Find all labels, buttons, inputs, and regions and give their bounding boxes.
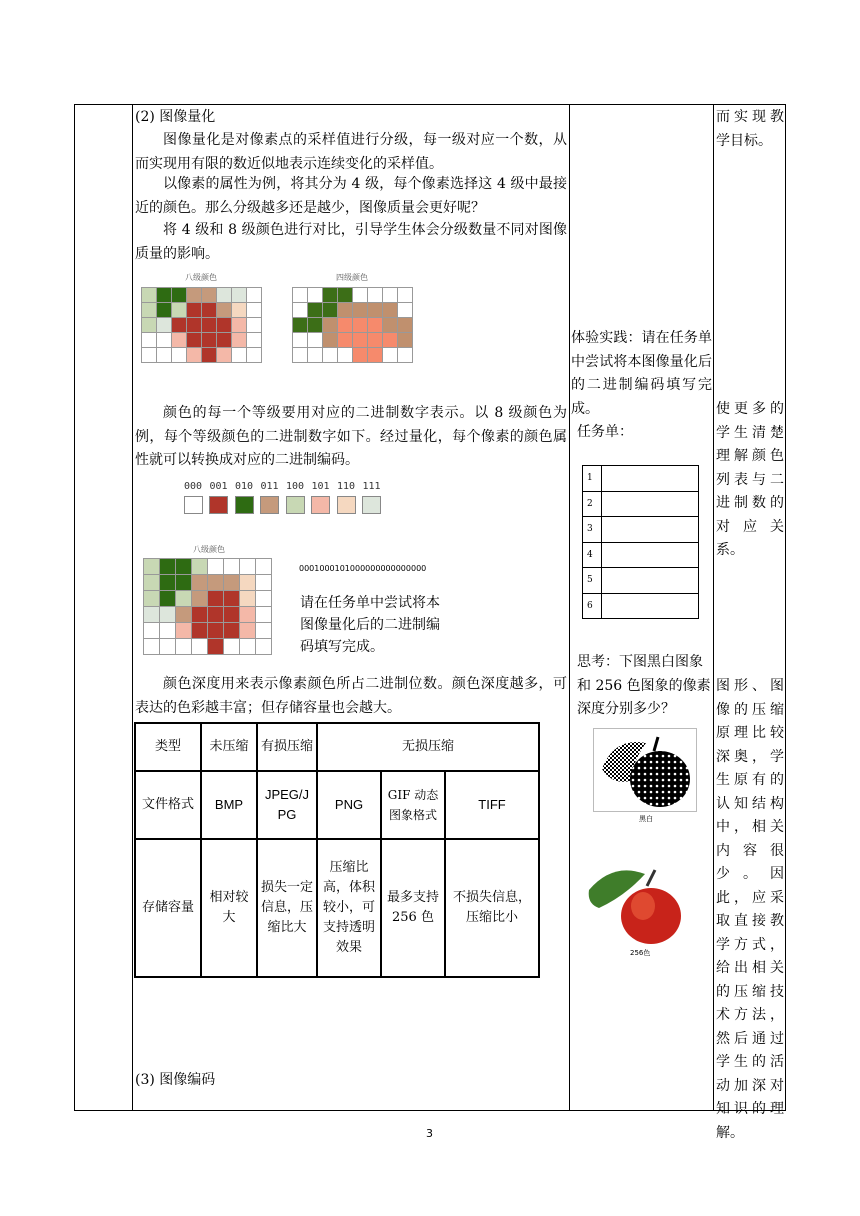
cell: PNG	[317, 771, 381, 839]
pixel-cell	[256, 607, 272, 623]
page-number: 3	[426, 1127, 433, 1140]
pixel-cell	[383, 303, 398, 318]
pixel-cell	[202, 303, 217, 318]
pixel-cell	[338, 303, 353, 318]
task-row-number: 5	[583, 568, 602, 594]
pixel-cell	[208, 639, 224, 655]
color-swatch	[311, 496, 330, 514]
pixel-cell	[202, 318, 217, 333]
color-code-label: 110	[336, 481, 356, 492]
grid-title-8: 八级颜色	[185, 273, 217, 282]
pixel-cell	[172, 348, 187, 363]
compression-table	[134, 722, 540, 978]
pixel-cell	[232, 288, 247, 303]
color-swatch	[337, 496, 356, 514]
pixel-cell	[338, 333, 353, 348]
pixel-cell	[202, 348, 217, 363]
pixel-cell	[338, 348, 353, 363]
color-swatch	[235, 496, 254, 514]
pixel-cell	[176, 639, 192, 655]
cell: 损失一定信息，压缩比大	[257, 839, 317, 977]
pixel-cell	[383, 318, 398, 333]
pixel-cell	[398, 288, 413, 303]
color-code-item	[258, 481, 282, 514]
pixel-cell	[192, 559, 208, 575]
pixel-cell	[293, 333, 308, 348]
pixel-cell	[176, 575, 192, 591]
col-border-2	[132, 104, 133, 1111]
task-row-blank[interactable]	[602, 491, 699, 517]
pixel-cell	[208, 559, 224, 575]
pixel-cell	[308, 348, 323, 363]
pixel-cell	[247, 333, 262, 348]
pixel-cell	[353, 288, 368, 303]
pixel-cell	[202, 288, 217, 303]
pixel-cell	[247, 348, 262, 363]
intent-text-1: 而实现教学目标。	[716, 109, 784, 149]
pixel-cell	[217, 333, 232, 348]
color-code-item	[360, 481, 384, 514]
task-row-number: 2	[583, 491, 602, 517]
paragraph: 颜色深度用来表示像素颜色所占二进制位数。颜色深度越多，可表达的色彩越丰富；但存储容量也会越大。	[135, 676, 567, 716]
pixel-cell	[192, 639, 208, 655]
pixel-cell	[323, 288, 338, 303]
pixel-cell	[240, 591, 256, 607]
pixel-cell	[232, 318, 247, 333]
header-uncompressed: 未压缩	[201, 723, 257, 771]
pixel-cell	[293, 318, 308, 333]
pixel-cell	[308, 303, 323, 318]
pixel-cell	[368, 333, 383, 348]
pixel-cell	[323, 318, 338, 333]
color-code-label: 010	[234, 481, 254, 492]
pixel-cell	[192, 591, 208, 607]
pixel-cell	[208, 575, 224, 591]
task-row-blank[interactable]	[602, 568, 699, 594]
cell: 存储容量	[135, 839, 201, 977]
pixel-cell	[176, 559, 192, 575]
paragraph: 以像素的属性为例，将其分为 4 级，每个像素选择这 4 级中最接近的颜色。那么分级越多还是越少，图像质量会更好呢？	[135, 176, 567, 216]
paragraph: 颜色的每一个等级要用对应的二进制数字表示。以 8 级颜色为例，每个等级颜色的二进制数字如下。经过量化，每个像素的颜色属性就可以转换成对应的二进制编码。	[135, 405, 567, 468]
pixel-cell	[398, 303, 413, 318]
pixel-cell	[157, 348, 172, 363]
cell: 压缩比高，体积较小，可支持透明效果	[317, 839, 381, 977]
color-swatch	[184, 496, 203, 514]
pixel-cell	[383, 333, 398, 348]
pixel-cell	[256, 639, 272, 655]
intent-text-2: 使更多的学生清楚理解颜色列表与二进制数的对应关系。	[716, 401, 784, 558]
pixel-cell	[187, 348, 202, 363]
pixel-cell	[160, 607, 176, 623]
paragraph: 将 4 级和 8 级颜色进行对比，引导学生体会分级数量不同对图像质量的影响。	[135, 222, 567, 262]
pixel-cell	[192, 607, 208, 623]
color-swatch	[362, 496, 381, 514]
pixel-cell	[323, 333, 338, 348]
pixel-cell	[144, 559, 160, 575]
pixel-cell	[308, 288, 323, 303]
pixel-cell	[224, 639, 240, 655]
pixel-cell	[224, 591, 240, 607]
pixel-cell	[142, 288, 157, 303]
pixel-cell	[160, 591, 176, 607]
col-border-1	[74, 104, 75, 1111]
pixel-cell	[192, 575, 208, 591]
pixel-cell	[368, 348, 383, 363]
pixel-cell	[144, 623, 160, 639]
pixel-cell	[157, 333, 172, 348]
pixel-cell	[368, 318, 383, 333]
pixel-cell	[224, 559, 240, 575]
pixel-cell	[224, 575, 240, 591]
color-code-item	[334, 481, 358, 514]
task-row-number: 4	[583, 542, 602, 568]
pixel-cell	[192, 623, 208, 639]
color-swatch	[286, 496, 305, 514]
pixel-cell	[247, 288, 262, 303]
pixel-cell	[160, 575, 176, 591]
pixel-cell	[232, 348, 247, 363]
pixel-cell	[368, 303, 383, 318]
cell: 文件格式	[135, 771, 201, 839]
pixel-cell	[142, 318, 157, 333]
col-border-3	[569, 104, 570, 1111]
pixel-cell	[368, 288, 383, 303]
pixel-cell	[338, 288, 353, 303]
pixel-cell	[256, 591, 272, 607]
section-heading: (3) 图像编码	[135, 1072, 216, 1088]
pixel-cell	[247, 303, 262, 318]
pixel-cell	[353, 303, 368, 318]
pixel-cell	[308, 333, 323, 348]
pixel-cell	[172, 288, 187, 303]
pixel-cell	[224, 607, 240, 623]
pixel-cell	[383, 348, 398, 363]
pixel-cell	[172, 303, 187, 318]
color-code-item	[232, 481, 256, 514]
cell: 不损失信息，压缩比小	[445, 839, 539, 977]
cell: BMP	[201, 771, 257, 839]
pixel-cell	[208, 623, 224, 639]
pixel-cell	[232, 303, 247, 318]
pixel-cell	[144, 591, 160, 607]
pixel-cell	[187, 318, 202, 333]
color-code-label: 011	[260, 481, 279, 492]
color-code-item	[207, 481, 231, 514]
task-row-number: 3	[583, 517, 602, 543]
pixel-cell	[157, 288, 172, 303]
grid-title-4: 四级颜色	[336, 273, 368, 282]
pixel-cell	[144, 639, 160, 655]
task-label: 任务单：	[577, 424, 633, 440]
pixel-cell	[308, 318, 323, 333]
pixel-cell	[398, 348, 413, 363]
section-heading: (2) 图像量化	[135, 109, 216, 125]
pixel-cell	[202, 333, 217, 348]
color-code-item	[283, 481, 307, 514]
pixel-cell	[176, 623, 192, 639]
task-sheet-table	[582, 465, 699, 619]
color-caption: 256色	[630, 949, 651, 957]
bw-caption: 黑白	[639, 815, 653, 823]
pixel-cell	[240, 559, 256, 575]
pixel-cell	[353, 348, 368, 363]
practice-text: 体验实践：请在任务单中尝试将本图像量化后的二进制编码填写完成。	[571, 330, 712, 417]
task-row-number: 1	[583, 466, 602, 492]
pixel-cell	[240, 607, 256, 623]
pixel-cell	[142, 303, 157, 318]
header-lossless: 无损压缩	[317, 723, 539, 771]
pixel-cell	[187, 288, 202, 303]
pixel-cell	[142, 348, 157, 363]
pixel-cell	[144, 575, 160, 591]
task-row-blank[interactable]	[602, 542, 699, 568]
task-row-number: 6	[583, 593, 602, 619]
color-code-legend	[181, 481, 387, 515]
pixel-cell	[157, 303, 172, 318]
pixel-cell	[256, 559, 272, 575]
pixel-cell	[398, 333, 413, 348]
cell: 相对较大	[201, 839, 257, 977]
grid-title-8-second: 八级颜色	[193, 545, 225, 554]
cell: JPEG/JPG	[257, 771, 317, 839]
pixel-cell	[217, 303, 232, 318]
pixel-grid-8-level	[141, 287, 262, 363]
color-code-label: 000	[183, 481, 203, 492]
pixel-cell	[176, 607, 192, 623]
color-code-label: 101	[311, 481, 330, 492]
pixel-cell	[293, 303, 308, 318]
pixel-cell	[176, 591, 192, 607]
pixel-cell	[256, 623, 272, 639]
pixel-cell	[338, 318, 353, 333]
pixel-cell	[160, 639, 176, 655]
pixel-cell	[160, 623, 176, 639]
color-code-label: 001	[209, 481, 228, 492]
pixel-cell	[208, 607, 224, 623]
task-row-blank[interactable]	[602, 593, 699, 619]
color-code-label: 111	[362, 481, 381, 492]
paragraph: 图像量化是对像素点的采样值进行分级，每一级对应一个数，从而实现用有限的数近似地表示连续变化的采样值。	[135, 132, 567, 172]
pixel-cell	[157, 318, 172, 333]
pixel-cell	[353, 333, 368, 348]
color-swatch	[260, 496, 279, 514]
pixel-cell	[144, 607, 160, 623]
pixel-cell	[160, 559, 176, 575]
cell: GIF 动态图象格式	[381, 771, 445, 839]
pixel-cell	[293, 288, 308, 303]
pixel-cell	[323, 348, 338, 363]
pixel-cell	[398, 318, 413, 333]
table-top-border	[74, 104, 786, 105]
color-apple-image	[585, 860, 695, 948]
pixel-cell	[187, 333, 202, 348]
instruction-text: 请在任务单中尝试将本图像量化后的二进制编码填写完成。	[300, 595, 440, 655]
pixel-cell	[353, 318, 368, 333]
pixel-grid-4-level	[292, 287, 413, 363]
bw-apple-image	[593, 728, 697, 812]
pixel-grid-8-level-second	[143, 558, 272, 655]
pixel-cell	[256, 575, 272, 591]
task-row-blank[interactable]	[602, 466, 699, 492]
color-code-item	[309, 481, 333, 514]
header-type: 类型	[135, 723, 201, 771]
task-row-blank[interactable]	[602, 517, 699, 543]
header-lossy: 有损压缩	[257, 723, 317, 771]
color-code-label: 100	[285, 481, 305, 492]
pixel-cell	[172, 318, 187, 333]
table-bottom-border	[74, 1110, 786, 1111]
cell: TIFF	[445, 771, 539, 839]
pixel-cell	[247, 318, 262, 333]
pixel-cell	[240, 623, 256, 639]
think-question: 思考：下图黑白图象和 256 色图象的像素深度分别多少？	[577, 654, 711, 717]
color-code-item	[181, 481, 205, 514]
pixel-cell	[240, 639, 256, 655]
color-swatch	[209, 496, 228, 514]
pixel-cell	[142, 333, 157, 348]
pixel-cell	[217, 318, 232, 333]
pixel-cell	[224, 623, 240, 639]
pixel-cell	[187, 303, 202, 318]
pixel-cell	[383, 288, 398, 303]
pixel-cell	[232, 333, 247, 348]
pixel-cell	[323, 303, 338, 318]
pixel-cell	[208, 591, 224, 607]
cell: 最多支持 256 色	[381, 839, 445, 977]
pixel-cell	[293, 348, 308, 363]
pixel-cell	[217, 348, 232, 363]
pixel-cell	[172, 333, 187, 348]
pixel-cell	[240, 575, 256, 591]
binary-code-string: 0001000101000000000000000	[299, 564, 427, 573]
intent-text-3: 图形、图像的压缩原理比较深奥，学生原有的认知结构中，相关内容很少。因此，应采取直接教学方式，给出相关的压缩技术方法，然后通过学生的活动加深对知识的理解。	[716, 678, 784, 1141]
col-border-4	[713, 104, 714, 1111]
col-border-5	[785, 104, 786, 1111]
pixel-cell	[217, 288, 232, 303]
